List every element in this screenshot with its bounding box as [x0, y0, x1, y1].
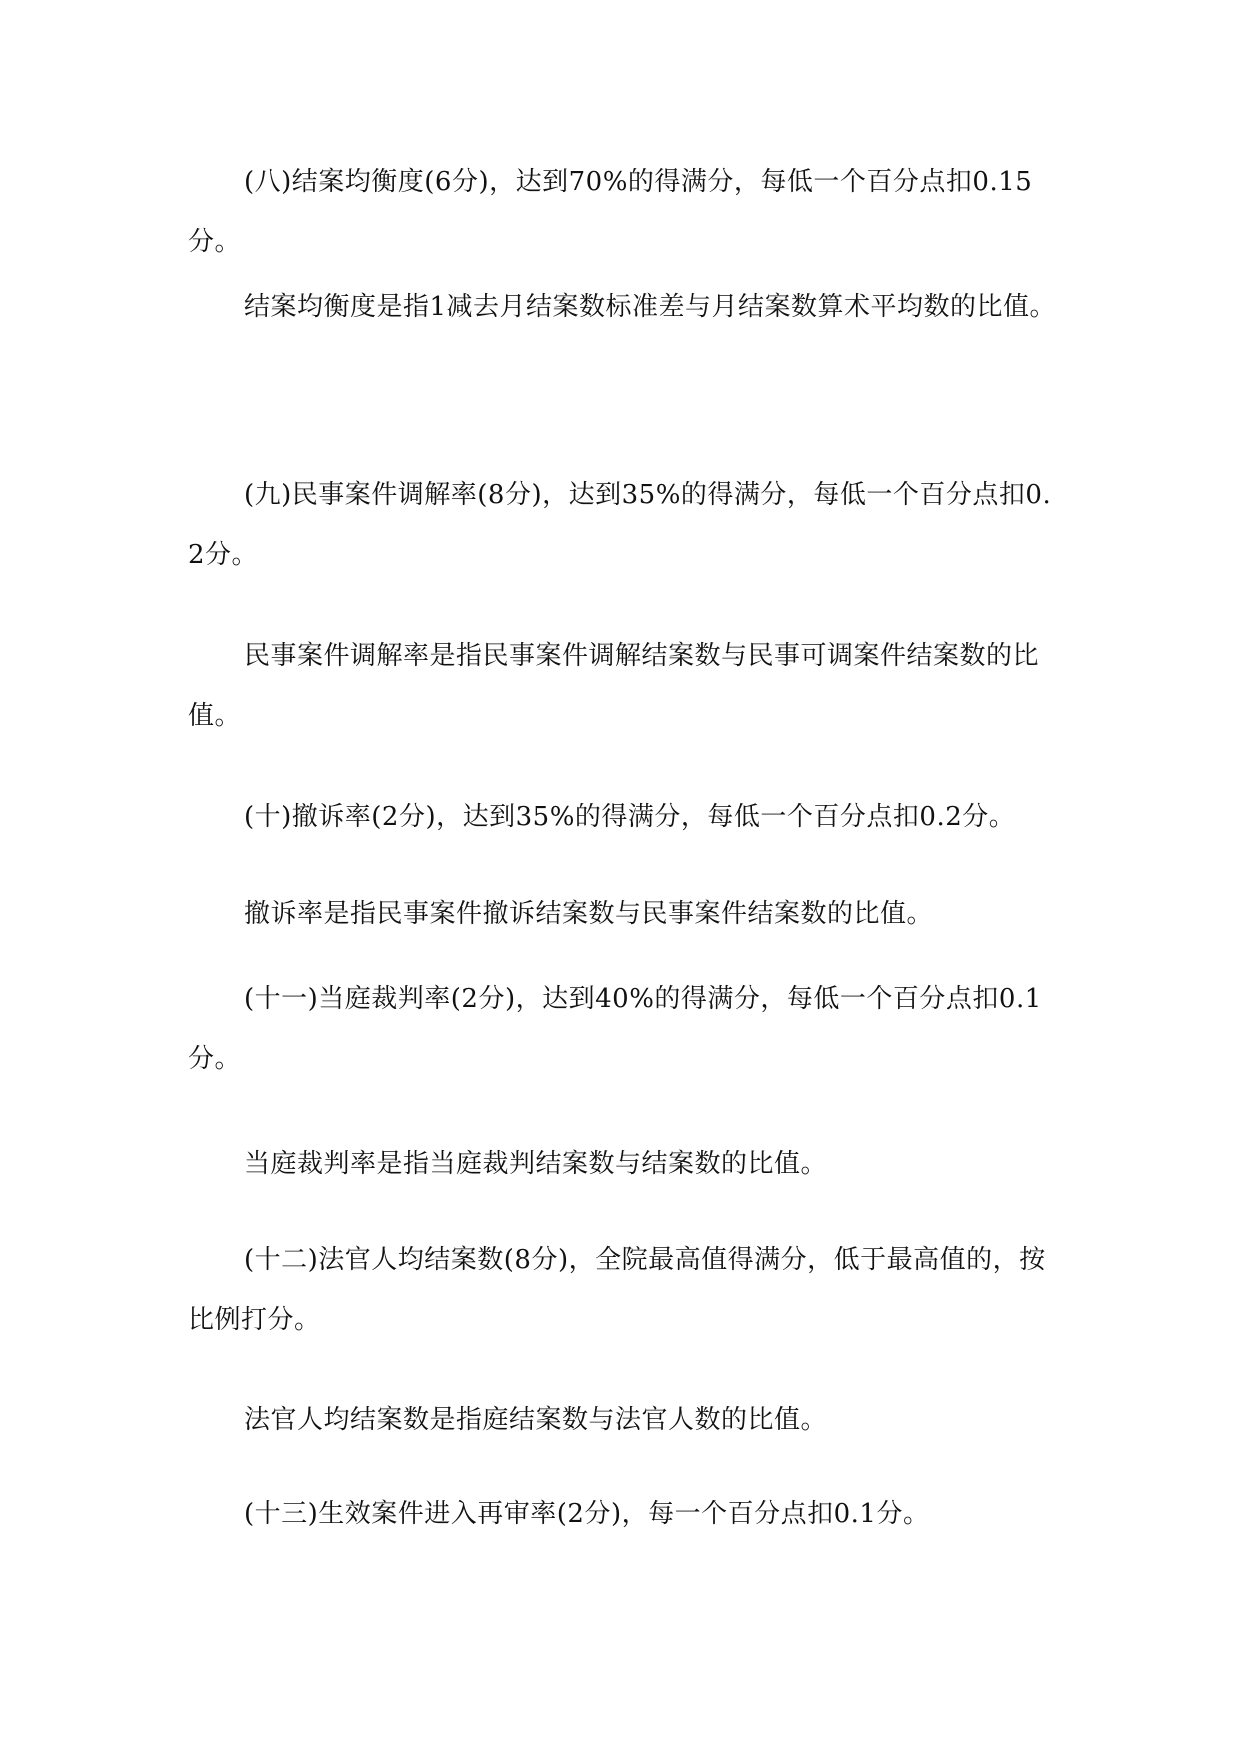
paragraph-cases-per-judge-definition: 法官人均结案数是指庭结案数与法官人数的比值。 [244, 1405, 828, 1435]
paragraph-mediation-definition: 民事案件调解率是指民事案件调解结案数与民事可调案件结案数的比值。 [188, 641, 1040, 731]
paragraph-item-13-retrial-rate-score: (十三)生效案件进入再审率(2分)，每一个百分点扣0.1分。 [244, 1499, 930, 1529]
paragraph-withdrawal-definition: 撤诉率是指民事案件撤诉结案数与民事案件结案数的比值。 [244, 899, 934, 929]
paragraph-balance-definition: 结案均衡度是指1减去月结案数标准差与月结案数算术平均数的比值。 [244, 292, 1057, 322]
paragraph-item-11-in-court-ruling-score: (十一)当庭裁判率(2分)，达到40%的得满分，每低一个百分点扣0.1分。 [188, 984, 1042, 1074]
paragraph-item-12-cases-per-judge-score: (十二)法官人均结案数(8分)，全院最高值得满分，低于最高值的，按比例打分。 [188, 1245, 1046, 1335]
paragraph-item-10-withdrawal-score: (十)撤诉率(2分)，达到35%的得满分，每低一个百分点扣0.2分。 [244, 802, 1016, 832]
paragraph-item-8-balance-score: (八)结案均衡度(6分)，达到70%的得满分，每低一个百分点扣0.15分。 [188, 167, 1033, 257]
paragraph-in-court-ruling-definition: 当庭裁判率是指当庭裁判结案数与结案数的比值。 [244, 1149, 828, 1179]
paragraph-item-9-mediation-score: (九)民事案件调解率(8分)，达到35%的得满分，每低一个百分点扣0.2分。 [188, 480, 1052, 570]
